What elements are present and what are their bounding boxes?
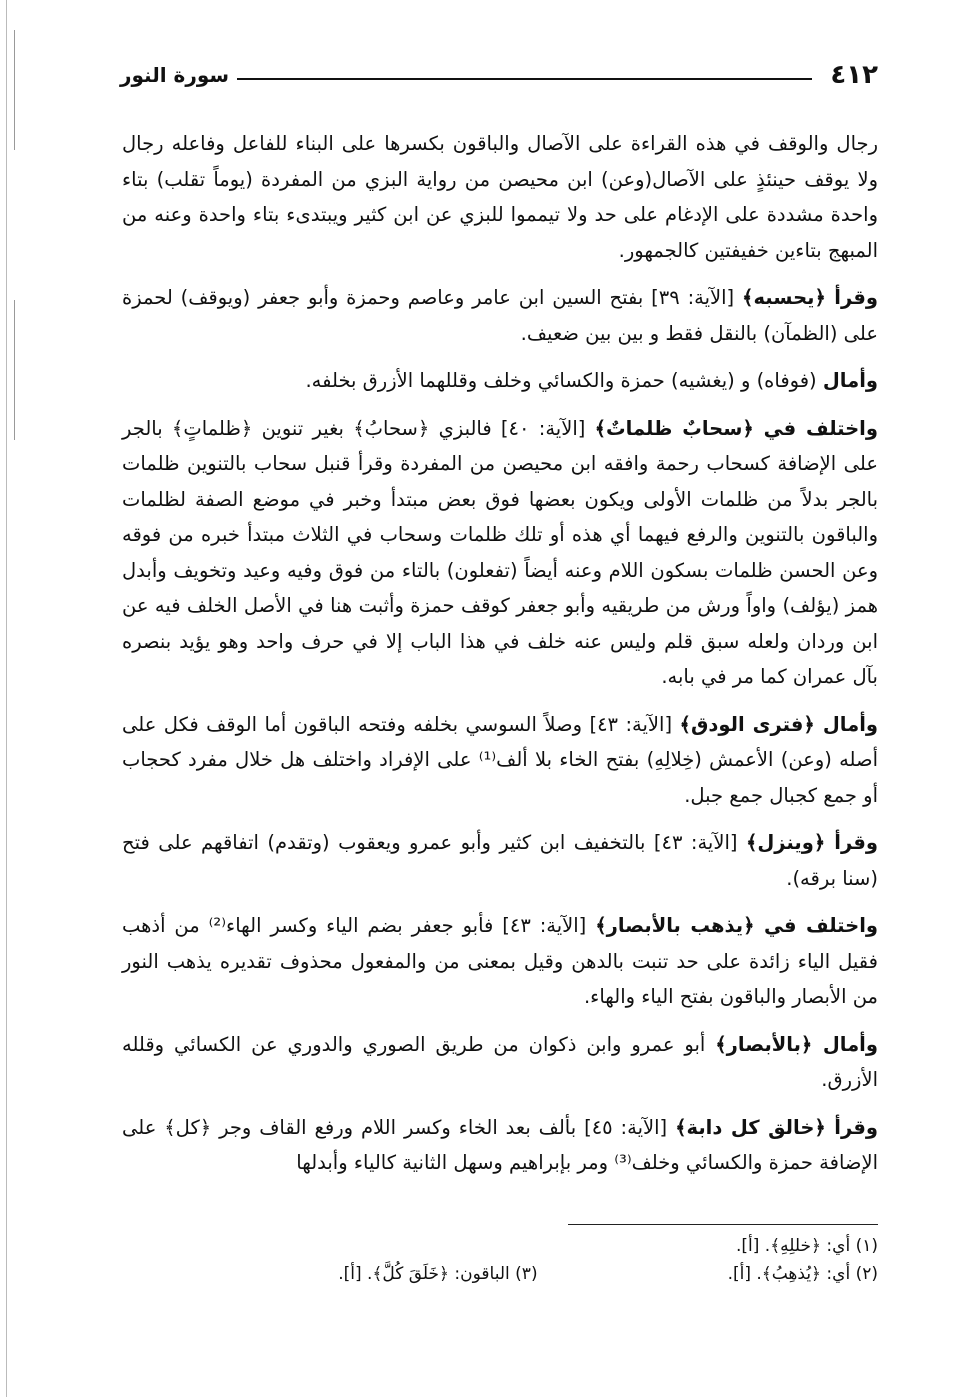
page-header (120, 60, 878, 90)
footnote-1: (١) أي: ﴿خللِهِ﴾. [أ]. (736, 1236, 878, 1256)
paragraph-lead: واختلف في ﴿سحابٌ ظلماتٌ﴾ (594, 416, 878, 440)
paragraph-lead: واختلف في ﴿يذهب بالأبصار﴾ (595, 914, 878, 937)
page-number: ٤١٢ (830, 60, 878, 90)
scan-edge-mark (14, 30, 15, 150)
paragraph (122, 280, 878, 351)
scan-edge-mark (14, 300, 15, 440)
paragraph-text: [الآية: ٣٩] بفتح السين ابن عامر وعاصم وحمزة وأبو جعفر (ويوقف) لحمزة على (الظمآن) بالنقل فقط و بين بين ضعيف. (122, 286, 878, 345)
paragraph (122, 363, 878, 399)
paragraph-text: [الآية: ٤٣] فأبو جعفر بضم الياء وكسر الهاء⁽²⁾ من أذهب فقيل الياء زائدة على حد تنبت بالدهن وقيل بمعنى من والمفعول محذوف تقديره يذهب النور من الأبصار والباقون بفتح الياء والهاء. (122, 914, 878, 1008)
paragraph-text: رجال والوقف في هذه القراءة على الآصال والباقون بكسرها على البناء للفاعل وفاعله رجال ولا يوقف حينئذٍ على الآصال(وعن) ابن محيصن من رواية البزي من المفردة (يوماً تقلب) بتاء واحدة مشددة على الإدغام على حد ولا تيمموا للبزي عن ابن كثير ويبتدىء بتاء واحدة وعنه من المبهج بتاءين خفيفتين كالجمهور. (122, 132, 878, 262)
paragraph (122, 908, 878, 1015)
scan-edge-line (6, 0, 7, 1397)
footnote-3: (٣) الباقون: ﴿خَلَقَ كُلَّ﴾. [أ]. (338, 1264, 538, 1284)
paragraph (122, 411, 878, 695)
footnote-row (122, 1260, 878, 1288)
footnote-2: (٢) أي: ﴿يُذهِبُ﴾. [أ]. (727, 1264, 878, 1284)
paragraph-text: [الآية: ٤٥] بألف بعد الخاء وكسر اللام ورفع القاف وجر ﴿كل﴾ على الإضافة حمزة والكسائي وخلف⁽³⁾ ومر بإبراهيم وسهل الثانية كالياء وأبدلها (122, 1115, 878, 1174)
header-rule (237, 78, 812, 80)
paragraph (122, 707, 878, 814)
paragraph (122, 126, 878, 268)
paragraph-text: [الآية: ٤٠] فالبزي ﴿سحابُ﴾ بغير تنوين ﴿ظلماتٍ﴾ بالجر على الإضافة كسحاب رحمة وافقه ابن محيصن من المفردة وقرأ قنبل سحاب بالتنوين ظلمات بالجر بدلاً من ظلمات الأولى ويكون بعضها فوق بعض مبتدأ وخبر في موضع الصفة لظلمات والباقون بالتنوين والرفع فيهما أي هذه أو تلك ظلمات وسحاب في الثلاث مبتدأ خبره من فوقه وعن الحسن ظلمات بسكون اللام وعنه أيضاً (تفعلون) بالتاء من فوق وفيه وعيد وتخويف وأبدل همز (يؤلف) واواً ورش من طريقيه وأبو جعفر كوقف حمزة وأثبت هنا في الأصل الخلف فيه عن ابن وردان ولعله سبق قلم وليس عنه خلف في هذا الباب إلا في حرف واحد وهو يؤيد بنصره بآل عمران كما مر في بابه. (122, 416, 878, 688)
surah-title: سورة النور (120, 63, 230, 87)
paragraph-lead: وأمال (822, 369, 878, 392)
paragraph (122, 1027, 878, 1098)
footnotes (122, 1232, 878, 1288)
paragraph-lead: وأمال ﴿بالأبصار﴾ (715, 1032, 878, 1056)
footnote-separator (568, 1224, 878, 1225)
paragraph-text: (فوفاه) و (يغشيه) حمزة والكسائي وخلف وقللهما الأزرق بخلفه. (305, 369, 823, 392)
paragraph-lead: وأمال ﴿فترى الودق﴾ (679, 712, 879, 736)
paragraph-text: [الآية: ٤٣] بالتخفيف ابن كثير وأبو عمرو ويعقوب (وتقدم) اتفاقهم على فتح (سنا برقه). (122, 831, 878, 890)
paragraph (122, 1110, 878, 1181)
paragraph-lead: وقرأ ﴿يحسبه﴾ (742, 286, 879, 309)
paragraph-lead: وقرأ ﴿خالق كل دابة﴾ (675, 1115, 879, 1139)
paragraph-text: أبو عمرو وابن ذكوان من طريق الصوري والدوري عن الكسائي وقلله الأزرق. (122, 1032, 878, 1091)
paragraph (122, 825, 878, 896)
footnote-row (122, 1232, 878, 1260)
main-text (122, 126, 878, 1193)
paragraph-text: [الآية: ٤٣] وصلاً السوسي بخلفه وفتحه الباقون أما الوقف فكل على أصله (وعن) الأعمش (خِلالِهِ) بفتح الخاء بلا ألف⁽¹⁾ على الإفراد واختلف هل خلال مفرد كحجاب أو جمع كجبال جمع جبل. (122, 712, 878, 807)
paragraph-lead: وقرأ ﴿وينزل﴾ (745, 831, 878, 854)
